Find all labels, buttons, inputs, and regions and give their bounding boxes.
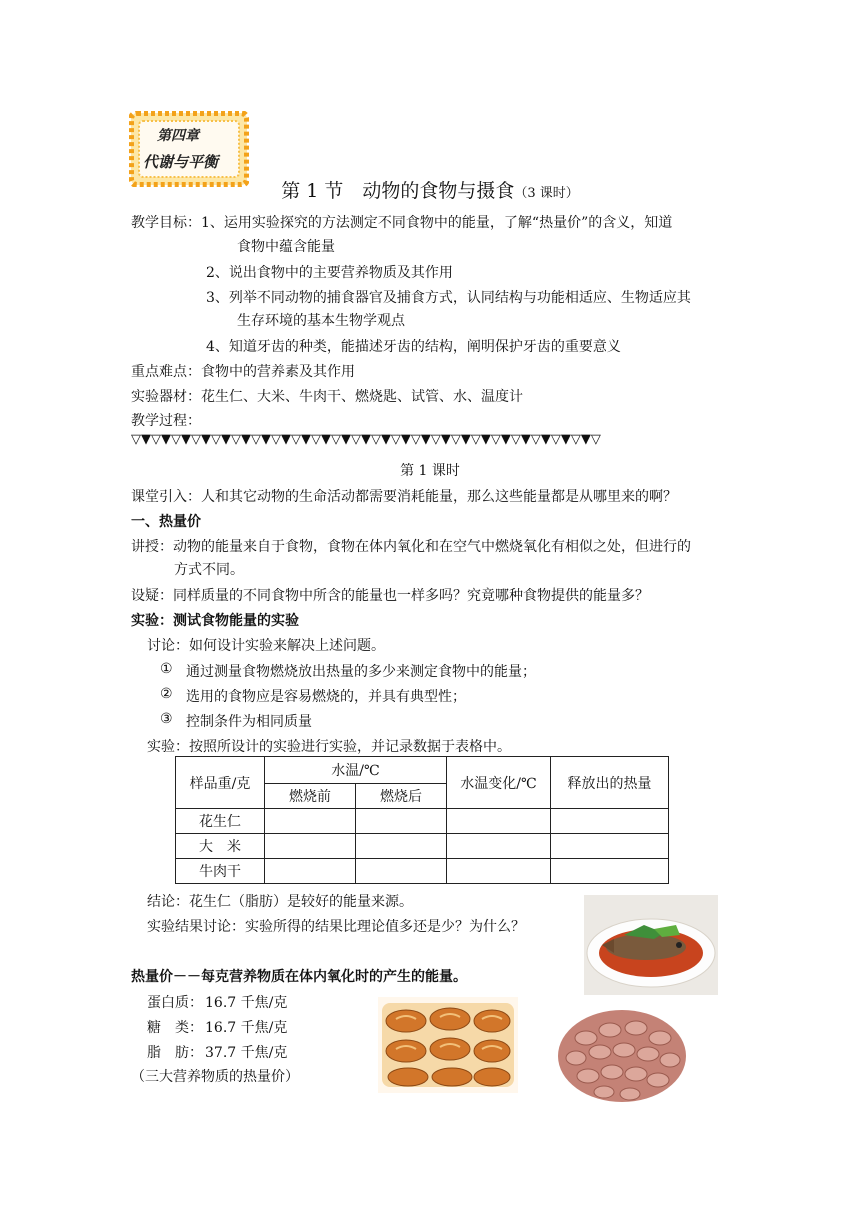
discussion: 讨论：如何设计实验来解决上述问题。 (147, 638, 385, 654)
table-cell (551, 859, 669, 884)
step-2-num: ② (160, 686, 173, 702)
table-cell (356, 834, 447, 859)
table-cell (265, 859, 356, 884)
header-sample: 样品重/克 (176, 757, 265, 809)
header-heat-released: 释放出的热量 (551, 757, 669, 809)
experiment-table (175, 756, 669, 884)
objective-1: 1、运用实验探究的方法测定不同食物中的能量，了解“热量价”的含义，知道 (201, 215, 673, 231)
fish-dish-photo (584, 895, 718, 995)
lecture-line1: 讲授：动物的能量来自于食物，食物在体内氧化和在空气中燃烧氧化有相似之处，但进行的 (131, 539, 691, 555)
table-cell (447, 834, 551, 859)
values-note: （三大营养物质的热量价） (131, 1069, 299, 1085)
heat-value-definition: 热量价－－每克营养物质在体内氧化时的产生的能量。 (131, 969, 467, 985)
peanuts-photo (556, 1008, 688, 1104)
objective-4: 4、知道牙齿的种类，能描述牙齿的结构，阐明保护牙齿的重要意义 (206, 339, 621, 355)
table-cell (447, 809, 551, 834)
table-cell (265, 834, 356, 859)
page-title (0, 176, 860, 203)
key-points: 重点难点：食物中的营养素及其作用 (131, 364, 355, 380)
step-1-num: ① (160, 661, 173, 677)
row-label: 大 米 (176, 834, 265, 859)
objectives-label: 教学目标： (131, 215, 201, 231)
table-cell (447, 859, 551, 884)
experiment-title: 实验：测试食物能量的实验 (131, 613, 299, 629)
fat-value: 37.7 千焦/克 (205, 1045, 288, 1061)
question: 设疑：同样质量的不同食物中所含的能量也一样多吗？究竟哪种食物提供的能量多？ (131, 588, 649, 604)
result-discussion: 实验结果讨论：实验所得的结果比理论值多还是少？为什么？ (147, 919, 525, 935)
table-cell (551, 834, 669, 859)
step-3-text: 控制条件为相同质量 (186, 714, 312, 730)
row-label: 花生仁 (176, 809, 265, 834)
fat-name: 脂 肪： (147, 1045, 203, 1061)
protein-value: 16.7 千焦/克 (205, 995, 288, 1011)
objective-3: 3、列举不同动物的捕食器官及捕食方式，认同结构与功能相适应、生物适应其 (206, 290, 691, 306)
carb-name: 糖 类： (147, 1020, 203, 1036)
process-label: 教学过程： (131, 413, 201, 429)
protein-name: 蛋白质： (147, 995, 203, 1011)
badge-line1: 第四章 (157, 128, 199, 144)
step-3-num: ③ (160, 711, 173, 727)
header-temp-change: 水温变化/℃ (447, 757, 551, 809)
step-1-text: 通过测量食物燃烧放出热量的多少来测定食物中的能量； (186, 664, 536, 680)
lecture-line2: 方式不同。 (174, 562, 244, 578)
peanuts-illustration (556, 1008, 688, 1104)
table-cell (356, 859, 447, 884)
header-after: 燃烧后 (356, 784, 447, 809)
objective-3-cont: 生存环境的基本生物学观点 (237, 313, 405, 329)
bread-illustration (378, 997, 518, 1093)
table-row (176, 859, 669, 884)
badge-line2: 代谢与平衡 (143, 153, 219, 171)
header-before: 燃烧前 (265, 784, 356, 809)
fish-dish-illustration (584, 895, 718, 995)
lesson-heading: 第 1 课时 (400, 463, 460, 479)
table-row (176, 809, 669, 834)
step-2-text: 选用的食物应是容易燃烧的，并具有典型性； (186, 689, 466, 705)
triangle-divider: ▽▼▽▼▽▼▽▼▽▼▽▼▽▼▽▼▽▼▽▼▽▼▽▼▽▼▽▼▽▼▽▼▽▼▽▼▽▼▽▼▽▼▽▼▽▼▽ (131, 432, 601, 447)
class-intro: 课堂引入：人和其它动物的生命活动都需要消耗能量，那么这些能量都是从哪里来的啊？ (131, 489, 677, 505)
equipment: 实验器材：花生仁、大米、牛肉干、燃烧匙、试管、水、温度计 (131, 389, 523, 405)
row-label: 牛肉干 (176, 859, 265, 884)
carb-value: 16.7 千焦/克 (205, 1020, 288, 1036)
table-cell (356, 809, 447, 834)
objective-1-cont: 食物中蕴含能量 (237, 239, 335, 255)
table-cell (551, 809, 669, 834)
bread-rolls-photo (378, 997, 518, 1093)
table-row (176, 834, 669, 859)
section-heat-value: 一、热量价 (131, 514, 201, 530)
table-cell (265, 809, 356, 834)
title-main: 第 1 节 动物的食物与摄食 (281, 180, 515, 202)
title-sub: （3 课时） (514, 186, 579, 201)
conclusion: 结论：花生仁（脂肪）是较好的能量来源。 (147, 894, 413, 910)
experiment-line: 实验：按照所设计的实验进行实验，并记录数据于表格中。 (147, 739, 511, 755)
header-water-temp: 水温/℃ (265, 757, 447, 784)
objective-2: 2、说出食物中的主要营养物质及其作用 (206, 265, 453, 281)
